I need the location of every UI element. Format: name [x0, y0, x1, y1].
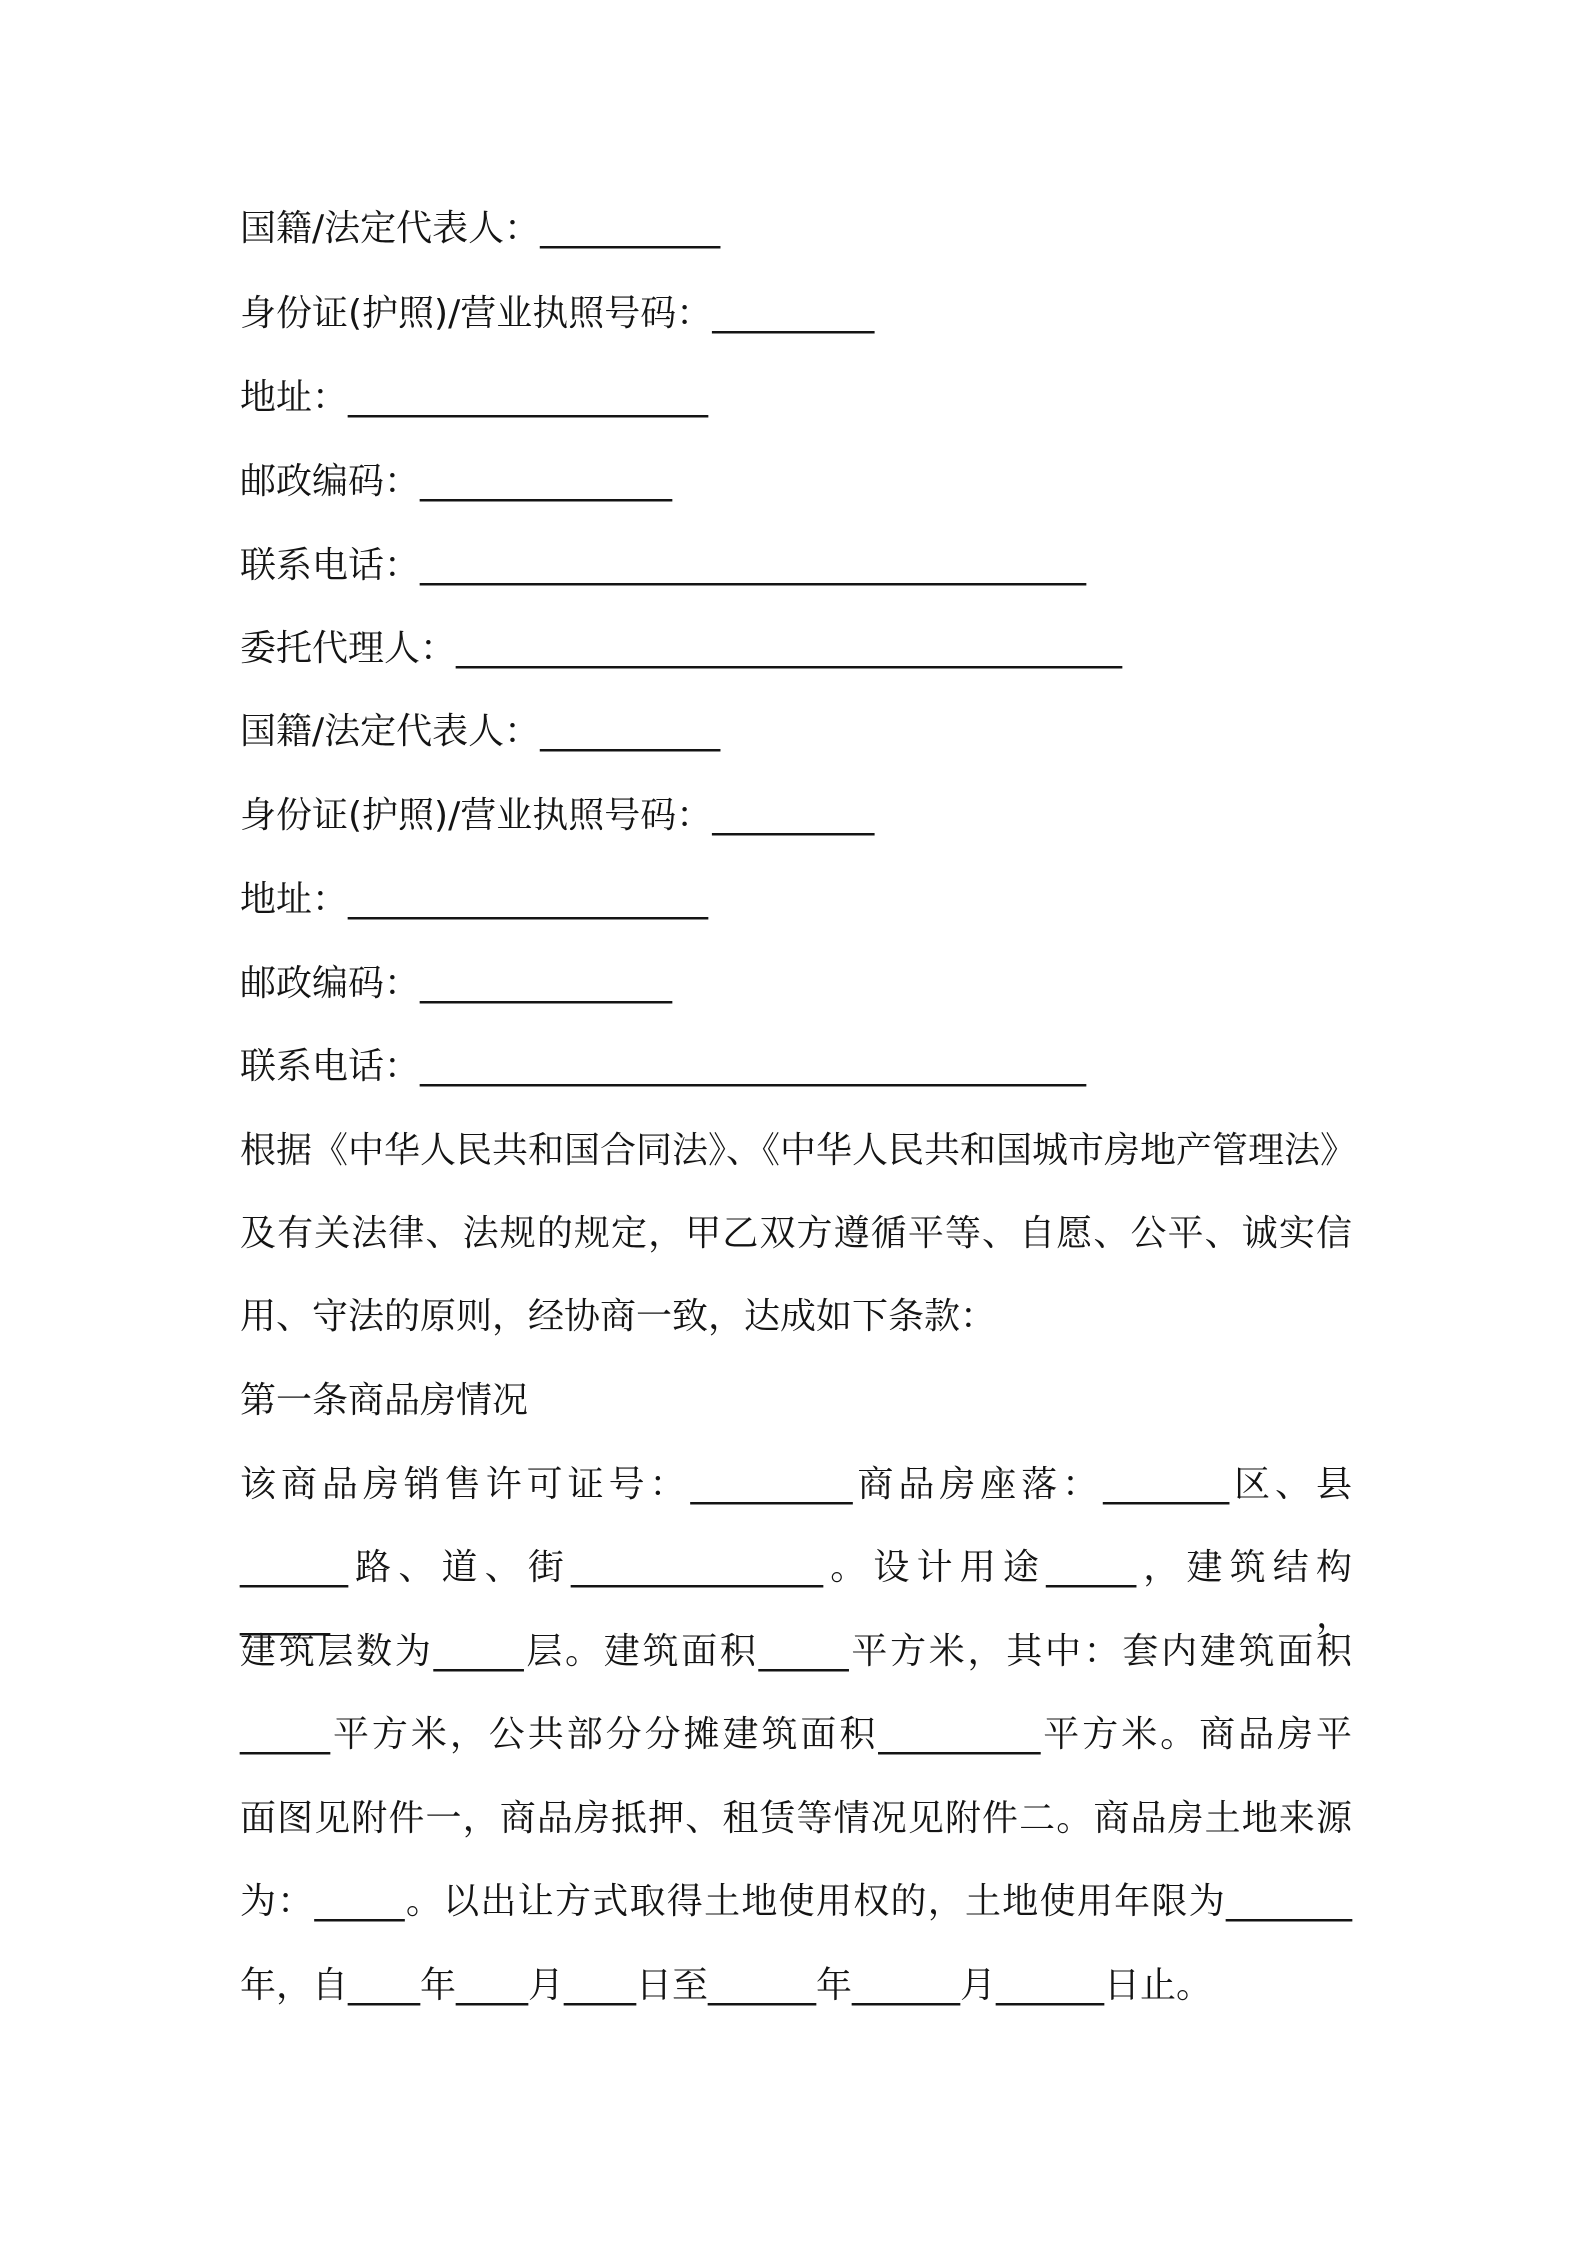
party-postal-code-field: 邮政编码：______________ [240, 461, 673, 502]
agent-nationality-representative-field: 国籍/法定代表人：__________ [240, 711, 721, 752]
article-line: 面图见附件一，商品房抵押、租赁等情况见附件二。商品房土地来源 [240, 1798, 1352, 1839]
article-line: 年，自____年____月____日至______年______月______日止。 [240, 1965, 1213, 2006]
party-phone-field: 联系电话：_____________________________________ [240, 545, 1087, 586]
party-address-field: 地址：____________________ [240, 377, 709, 418]
article-line: 该商品房销售许可证号：_________商品房座落：_______区、县 [240, 1464, 1352, 1505]
agent-title-field: 委托代理人：_____________________________________ [240, 628, 1123, 669]
preamble-line: 根据《中华人民共和国合同法》、《中华人民共和国城市房地产管理法》 [240, 1130, 1357, 1171]
agent-address-field: 地址：____________________ [240, 879, 709, 920]
article-line: 建筑层数为_____层。建筑面积_____平方米，其中：套内建筑面积 [240, 1631, 1352, 1672]
agent-postal-code-field: 邮政编码：______________ [240, 963, 673, 1004]
agent-phone-field: 联系电话：_____________________________________ [240, 1046, 1087, 1087]
preamble-line: 及有关法律、法规的规定，甲乙双方遵循平等、自愿、公平、诚实信 [240, 1213, 1352, 1254]
article-heading: 第一条商品房情况 [240, 1380, 529, 1421]
article-line: _____平方米，公共部分分摊建筑面积_________平方米。商品房平 [240, 1714, 1352, 1755]
party-nationality-representative-field: 国籍/法定代表人：__________ [240, 208, 721, 249]
agent-id-number-field: 身份证(护照)/营业执照号码：_________ [240, 795, 875, 836]
party-id-number-field: 身份证(护照)/营业执照号码：_________ [240, 293, 875, 334]
article-line: 为：_____。以出让方式取得土地使用权的，土地使用年限为_______ [240, 1881, 1352, 1922]
article-line: ______路、道、街______________。设计用途_____，建筑结构_____， [240, 1547, 1352, 1636]
preamble-line: 用、守法的原则，经协商一致，达成如下条款： [240, 1296, 997, 1337]
